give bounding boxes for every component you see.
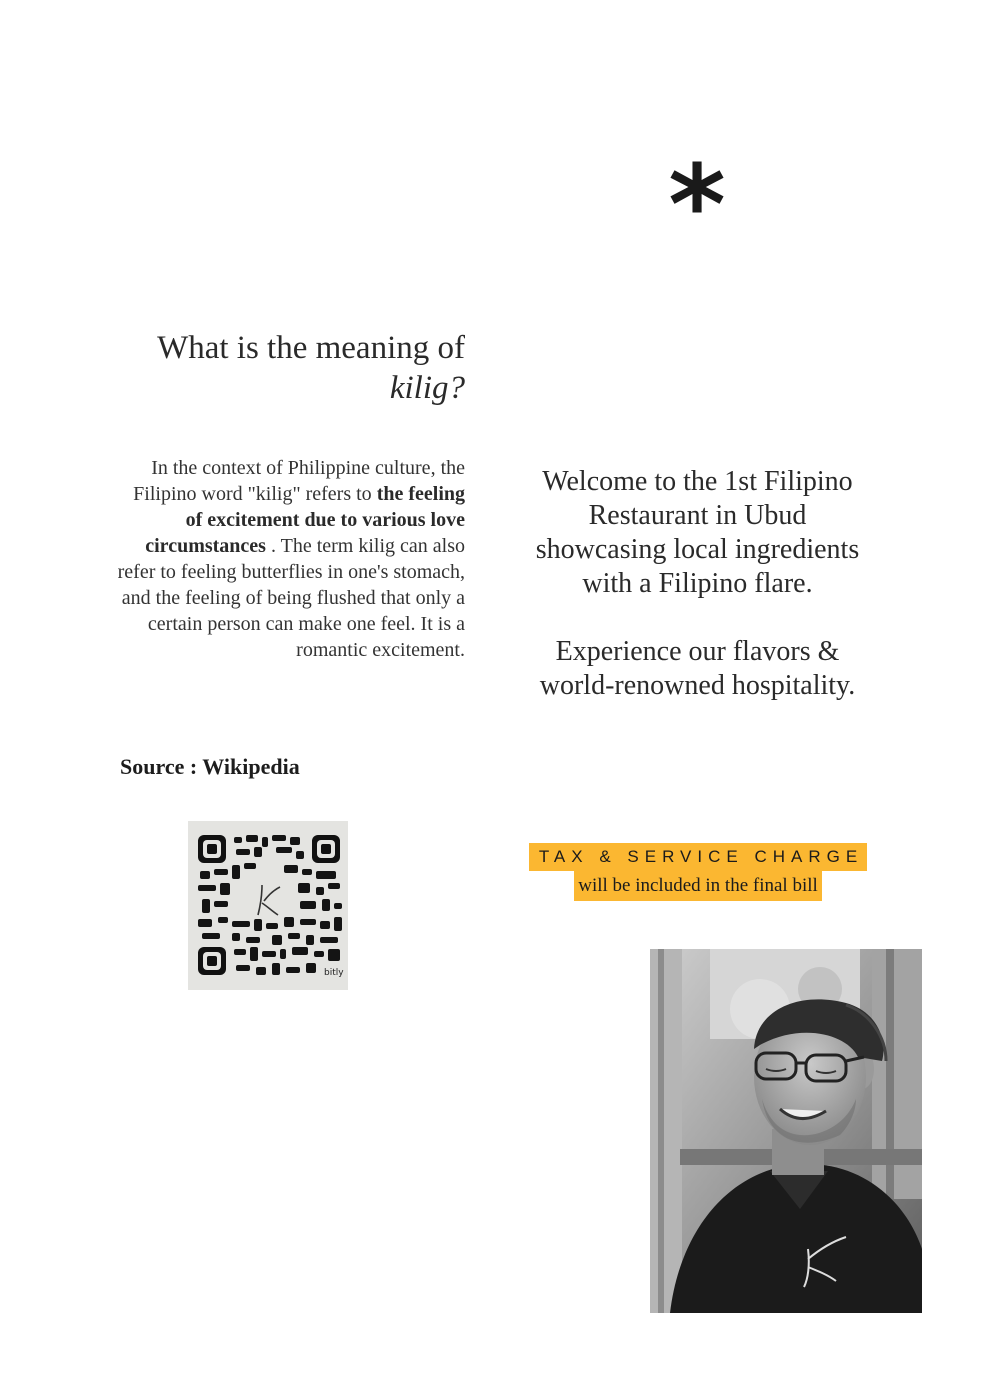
person-photo <box>650 949 922 1313</box>
qr-code-icon[interactable] <box>188 821 348 990</box>
kilig-title-line1: What is the meaning of <box>157 330 465 366</box>
definition-part2: . The term kilig can also refer to feeling butterflies in one's stomach, and the feeling of being flushed that only a certain person can make one feel. It is a romantic excitement. <box>117 535 465 661</box>
welcome-message <box>520 465 875 703</box>
decorative-asterisk: * <box>668 141 726 269</box>
experience-paragraph: Experience our flavors & world-renowned hospitality. <box>539 636 856 701</box>
kilig-title <box>45 328 465 408</box>
tax-heading: TAX & SERVICE CHARGE <box>529 843 867 871</box>
welcome-paragraph: Welcome to the 1st Filipino Restaurant in Ubud showcasing local ingredients with a Filipino flare. <box>535 466 860 599</box>
definition-part1: In the context of Philippine culture, the Filipino word "kilig" refers to <box>133 457 465 505</box>
kilig-title-word: kilig? <box>389 370 465 406</box>
definition-bold: the feeling of excitement due to various love circumstances <box>145 483 465 557</box>
qr-brand-text: bitly <box>324 968 344 978</box>
kilig-definition <box>115 455 465 663</box>
source-credit: Source : Wikipedia <box>120 754 300 779</box>
tax-subtext: will be included in the final bill <box>574 871 822 901</box>
tax-notice <box>525 843 871 901</box>
